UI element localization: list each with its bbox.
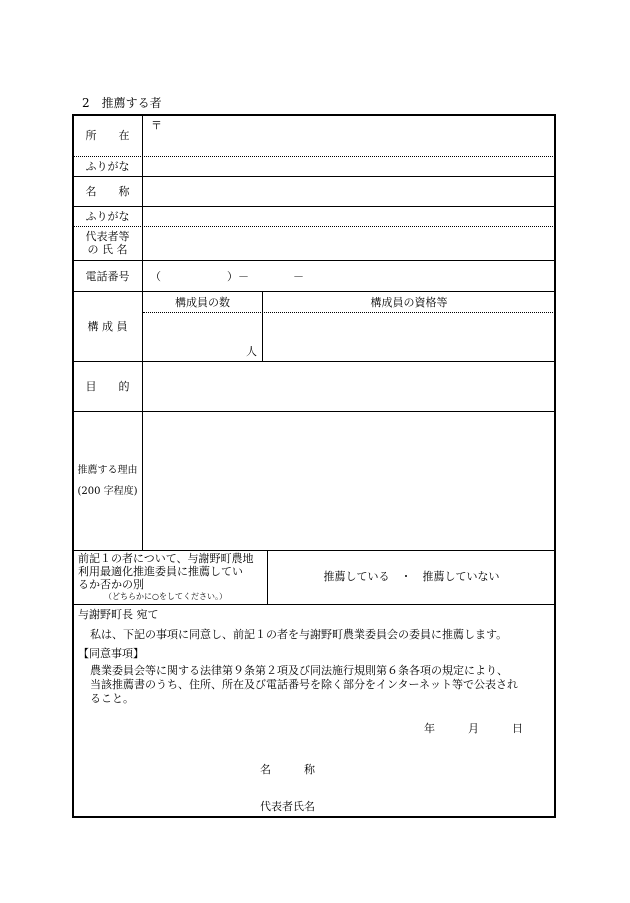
row-divider-furigana-name — [73, 176, 555, 177]
consent-title: 【同意事項】 — [78, 647, 144, 660]
rep-furigana-label: ふりがな — [85, 210, 130, 223]
approval-question-line3: るか否かの別 — [78, 578, 144, 591]
row-divider-address-furigana — [73, 156, 555, 157]
phone-format: （ ）－ － — [150, 270, 304, 283]
members-qualification-header: 構成員の資格等 — [370, 296, 448, 309]
row-divider-members-purpose — [73, 361, 555, 362]
members-count-header: 構成員の数 — [175, 296, 230, 309]
postal-mark: 〒 — [151, 119, 162, 132]
approval-question-line1: 前記１の者について、与謝野町農地 — [78, 552, 254, 565]
row-divider-approval-declaration — [73, 604, 555, 605]
address-label: 所 在 — [85, 129, 130, 142]
approval-note: （どちらかに○をしてください。） — [104, 592, 227, 601]
reason-label-line1: 推薦する理由 — [77, 465, 138, 476]
row-divider-purpose-reason — [73, 411, 555, 412]
label-column-divider — [142, 115, 143, 551]
rep-label-line2: の 氏 名 — [87, 243, 128, 256]
members-unit: 人 — [246, 345, 257, 358]
consent-line3: ること。 — [90, 692, 134, 705]
members-header-divider — [143, 312, 555, 313]
members-label: 構 成 員 — [87, 320, 128, 333]
row-divider-phone-members — [73, 291, 555, 292]
row-divider-rep-phone — [73, 260, 555, 261]
declaration-statement: 私は、下記の事項に同意し、前記１の者を与謝野町農業委員会の委員に推薦します。 — [90, 628, 508, 641]
row-divider-name-furigana2 — [73, 206, 555, 207]
rep-label-line1: 代表者等 — [85, 230, 130, 243]
declaration-date: 年 月 日 — [424, 722, 523, 735]
reason-label-line2: (200 字程度) — [77, 486, 138, 497]
purpose-label: 目 的 — [85, 380, 130, 393]
approval-question-line2: 利用最適化推進委員に推薦してい — [78, 565, 243, 578]
consent-line1: 農業委員会等に関する法律第９条第２項及び同法施行規則第６条各項の規定により、 — [90, 664, 508, 677]
consent-line2: 当該推薦書のうち、住所、所在及び電話番号を除く部分をインターネット等で公表され — [90, 678, 519, 691]
form-frame — [72, 114, 556, 818]
name-label: 名 称 — [85, 185, 130, 198]
section-title: 2 推薦する者 — [82, 96, 162, 110]
phone-label: 電話番号 — [85, 270, 130, 283]
approval-options[interactable]: 推薦している ・ 推薦していない — [323, 570, 500, 583]
row-divider-reason-approval — [73, 550, 555, 551]
furigana-label: ふりがな — [85, 160, 130, 173]
declaration-rep-label: 代表者氏名 — [260, 800, 315, 813]
row-divider-furigana2-rep — [73, 226, 555, 227]
declaration-name-label: 名 称 — [260, 763, 315, 776]
declaration-addressee: 与謝野町長 宛て — [78, 608, 159, 621]
